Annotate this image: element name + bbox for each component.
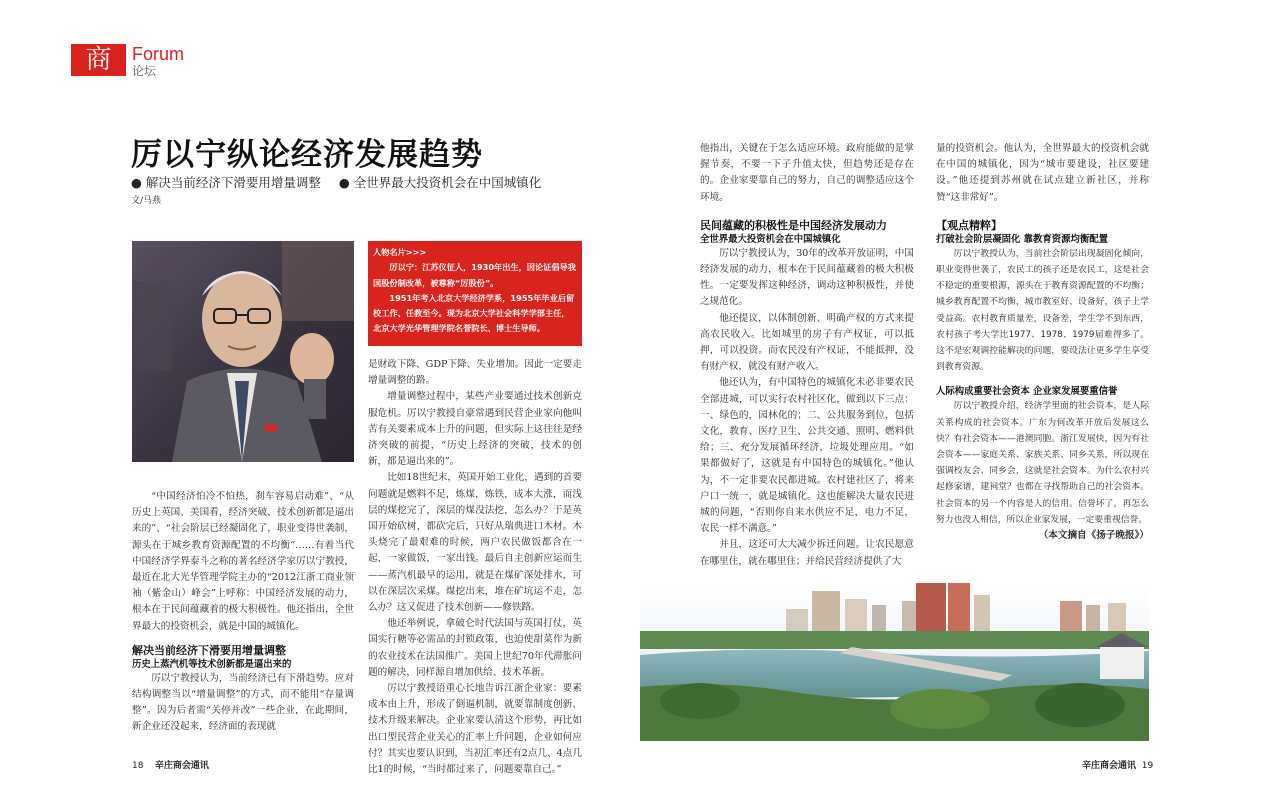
body-paragraph: 比如18世纪末，英国开始工业化，遇到的首要问题就是燃料不足，炼煤，炼铁，成本大涨，而浅层的煤挖完了，深层的煤没法挖，怎么办？于是英国开始砍树，都砍完后，只好从瑞典进口木材。木头烧完了最艰难的时候，两户农民做饭都合在一起，一家做饭，一家出钱。最后自主创新应运而生——蒸汽机最早的运用，就是在煤矿深处排水，可以在深层次采煤。煤挖出来，堆在矿坑运不走，怎么办？这又促进了技术创新——修铁路。 <box>368 472 582 614</box>
author-byline: 文/马燕 <box>131 196 162 206</box>
section-heading-1: 解决当前经济下滑要用增量调整 <box>132 643 286 657</box>
body-paragraph: 厉以宁教授语重心长地告诉江浙企业家：要素成本由上升，形成了倒逼机制，就要靠制度创新、技术升级来解决。企业家要认清这个形势，再比如出口型民营企业关心的汇率上升问题，企业如何应付？其实也要认识到，当初汇率还有2点几、4点几比1的时候，“当时都过来了，问题要靠自己。” <box>368 683 582 776</box>
section-subheading-3: 打破社会阶层凝固化 靠教育资源均衡配置 <box>936 233 1109 245</box>
logo-char: 商 <box>85 45 112 75</box>
bio-paragraph-1: 厉以宁：江苏仪征人，1930年出生，因论证倡导我国股份制改革，被尊称“厉股份”。 <box>373 262 576 288</box>
subtitle-point-1: ● 解决当前经济下滑要用增量调整 <box>131 175 321 190</box>
bio-heading: 人物名片>>> <box>373 247 427 257</box>
section-heading-3: 【观点精粹】 <box>936 218 1002 232</box>
column-4 <box>936 141 1149 544</box>
section-heading-2: 民间蕴藏的积极性是中国经济发展动力 <box>700 218 887 232</box>
section-name-cn: 论坛 <box>132 64 157 78</box>
body-paragraph: 厉以宁教授认为，当前社会阶层出现凝固化倾向，职业变得世袭了，农民工的孩子还是农民工，这是社会不稳定的重要根源，源头在于教育资源配置的不均衡；城乡教育配置不均衡，城市教室好、设备好，孩子上学受益高。农村教育质量差，设备差，学生学不到东西，农村孩子考大学比1977、1978、1979届难得多了。这不是宏观调控能解决的问题，要设法让更多学生享受到教育资源。 <box>936 248 1149 373</box>
intro-paragraph: “中国经济怕冷不怕热，刹车容易启动难”、“从历史上英国、美国看，经济突破、技术创新都是逼出来的”、“社会阶层已经凝固化了，职业变得世袭制，源头在于城乡教育资源配置的不均衡”……有着当代中国经济学界泰斗之称的著名经济学家厉以宁教授，最近在北大光华管理学院主办的“2012江浙工商业领袖（紫金山）峰会”上呼称：中国经济发展的动力，根本在于民间蕴藏着的极大积极性。他还指出，全世界最大的投资机会，就是中国的城镇化。 <box>132 491 354 632</box>
body-paragraph: 是财政下降、GDP下降、失业增加。因此一定要走增量调整的路。 <box>368 359 582 387</box>
section-subheading-4: 人际构成重要社会资本 企业家发展要重信誉 <box>936 386 1118 398</box>
section-logo <box>71 44 126 76</box>
section-name-en: Forum <box>132 44 185 64</box>
column-2 <box>368 357 582 778</box>
bio-paragraph-2: 1951年考入北京大学经济学系，1955年毕业后留校工作、任教至今。现为北京大学社会科学学部主任，北京大学光华管理学院名誉院长、博士生导师。 <box>373 292 575 334</box>
city-photo <box>640 583 1149 741</box>
body-paragraph: 他指出，关键在于怎么适应环境。政府能做的是掌握节奏，不要一下子升值太快，但趋势还是存在的。企业家要靠自己的努力，自己的调整适应这个环境。 <box>700 143 914 203</box>
body-paragraph: 厉以宁教授认为，当前经济已有下滑趋势。应对结构调整当以“增量调整”的方式，而不能用“存量调整”。因为后者需“关停并改”一些企业，在此期间，新企业还没起来，经济面的表现就 <box>132 672 354 733</box>
body-paragraph: 他还提议，以体制创新、明确产权的方式来提高农民收入。比如城里的房子有产权证，可以抵押，可以投资。而农民没有产权证，不能抵押，没有财产权，就没有财产收入。 <box>700 312 914 373</box>
bio-card <box>368 241 582 346</box>
body-paragraph: 他还认为，有中国特色的城镇化未必非要农民全部进城，可以实行农村社区化，做到以下三点：一、绿色的，园林化的；二、公共服务到位，包括文化，教育、医疗卫生、公共交通、照明、燃料供给；三、充分发展循环经济，垃圾处理应用。“如果都做好了，这就是有中国特色的城镇化。”他认为，不一定非要农民都进城。农村建社区了，将来户口一统一，就是城镇化。这也能解决大量农民进城的问题，“否则你自来水供应不足，电力不足，农民一样不满意。” <box>700 377 914 535</box>
column-3 <box>700 141 914 570</box>
source-note: （本文摘自《扬子晚报》） <box>1038 530 1149 542</box>
body-paragraph: 他还举例说，拿破仑时代法国与英国打仗，英国实行糖等必需品的封锁政策，也迫使甜菜作为新的农业技术在法国推广。美国上世纪70年代滞胀问题的解决，同样源自增加供给、技术革新。 <box>368 618 582 678</box>
body-paragraph: 增量调整过程中，某些产业要通过技术创新克服危机。厉以宁教授自豪常遇到民营企业家向他叫苦有关要素成本上升的问题，但实际上这往往是经济突破的前提，“历史上经济的突破，技术的创新，都是逼出来的”。 <box>368 391 582 468</box>
portrait-illustration <box>132 241 354 462</box>
footer-left <box>132 758 209 771</box>
publication-name-left: 辛庄商会通讯 <box>154 761 209 771</box>
article-subtitle <box>131 175 541 190</box>
page-number-left: 18 <box>132 761 144 771</box>
page-number-right: 19 <box>1141 761 1154 771</box>
column-1 <box>132 489 354 736</box>
article-title: 厉以宁纵论经济发展趋势 <box>131 137 483 173</box>
footer-right <box>1082 758 1153 771</box>
publication-name-right: 辛庄商会通讯 <box>1082 761 1137 771</box>
city-illustration <box>640 583 1149 741</box>
section-subheading-1: 历史上蒸汽机等技术创新都是逼出来的 <box>132 658 292 670</box>
body-paragraph: 厉以宁教授介绍，经济学里面的社会资本，是人际关系构成的社会资本。广东为何改革开放后发展这么快？有社会资本——港澳同胞。浙江发展快，因为有社会资本——家庭关系、家族关系、同乡关系，所以现在强调校友会、同乡会，这就是社会资本。为什么农村兴起修家谱，建祠堂？也都在寻找帮助自己的社会资本。社会资本的另一个内容是人的信用。信誉坏了，再怎么努力也没人相信，所以企业家发展，一定要重视信誉。 <box>936 401 1149 525</box>
body-paragraph: 量的投资机会。他认为，全世界最大的投资机会就在中国的城镇化，因为“城市要建设，社区要建设。”他还提到苏州就在试点建立新社区，并称赞“这非常好”。 <box>936 143 1149 203</box>
subtitle-point-2: ● 全世界最大投资机会在中国城镇化 <box>338 175 542 190</box>
body-paragraph: 并且，这还可大大减少拆迁问题。让农民愿意在哪里住，就在哪里住；并给民营经济提供了大 <box>700 539 914 567</box>
body-paragraph: 厉以宁教授认为，30年的改革开放证明，中国经济发展的动力，根本在于民间蕴藏着的极大积极性。一定要发挥这种经济，调动这种积极性，并使之规范化。 <box>700 247 914 308</box>
section-subheading-2: 全世界最大投资机会在中国城镇化 <box>700 233 841 245</box>
portrait-photo <box>132 241 354 462</box>
